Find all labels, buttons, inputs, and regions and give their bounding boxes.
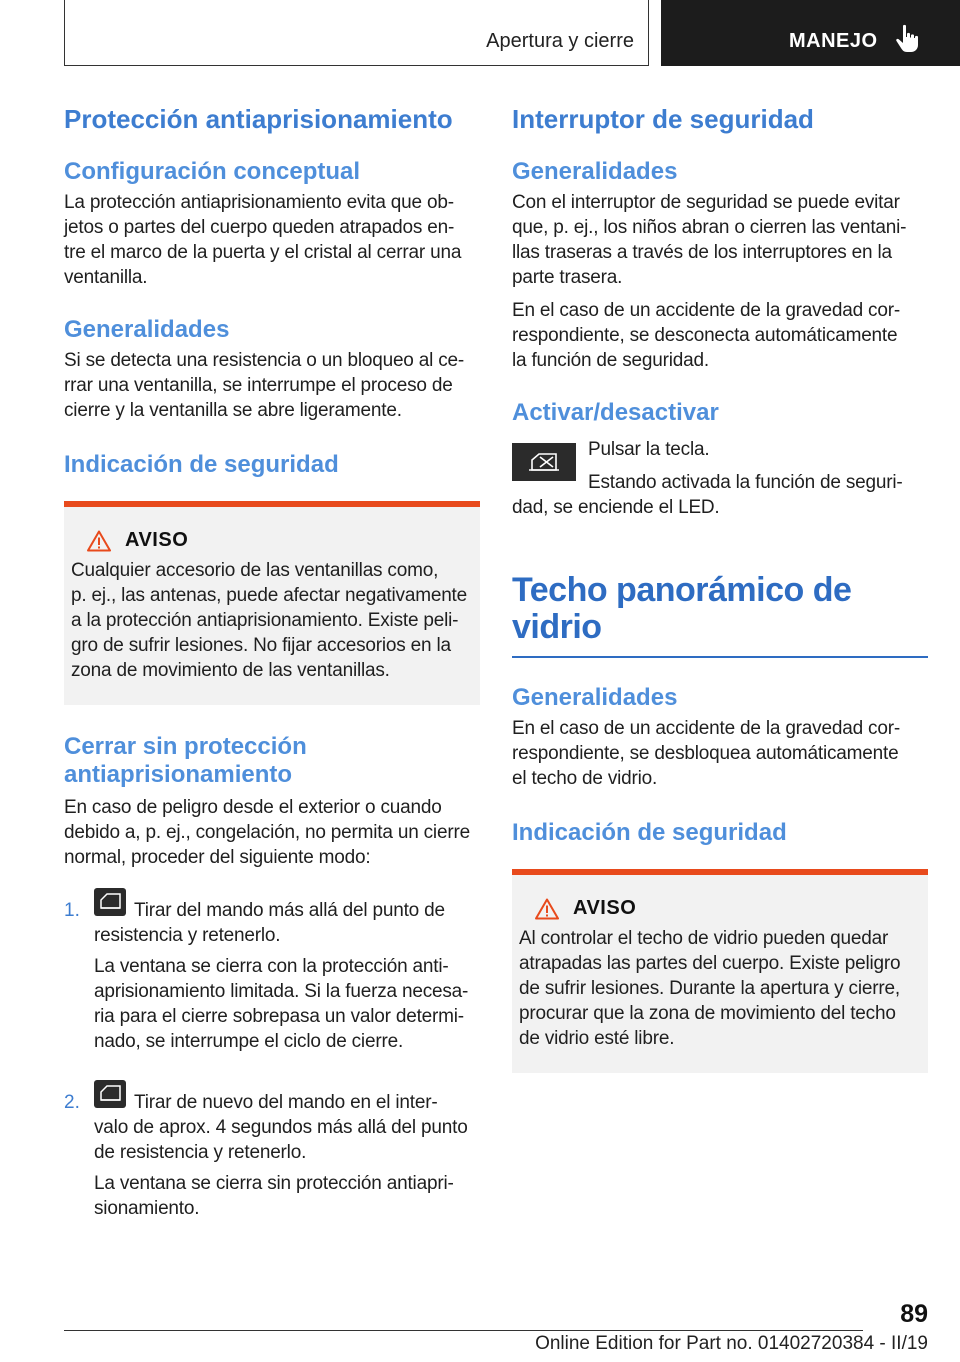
heading-anti-trap: Protección antiaprisionamiento — [64, 104, 453, 134]
warning-text: Al controlar el techo de vidrio pueden quedar atrapadas las partes del cuerpo. Existe peligro de sufrir lesiones. Durante la apertura y cierre, procurar que la zona de movimiento del techo de vidrio esté libre. — [519, 928, 901, 1049]
text-roof-general: En el caso de un accidente de la gravedad cor- respondiente, se desbloquea automáticamente el techo de vidrio. — [512, 718, 900, 789]
heading-roof-safety: Indicación de seguridad — [512, 819, 787, 846]
warning-text: Cualquier accesorio de las ventanillas como, p. ej., las antenas, puede afectar negativamente a la protección antiaprisionamiento. Existe peli- gro de sufrir lesiones. No fijar accesorios en la zona de movimiento de las ventanillas. — [71, 560, 468, 681]
warning-triangle-icon — [87, 530, 111, 552]
heading-general: Generalidades — [512, 158, 678, 185]
text-general-1: Con el interruptor de seguridad se puede evitar que, p. ej., los niños abran o cierren las ventani- llas traseras a través de los interruptores en la parte trasera. — [512, 192, 907, 288]
window-switch-icon — [94, 1080, 126, 1108]
text-press-key: Pulsar la tecla. — [588, 439, 710, 460]
activate-text — [588, 437, 903, 495]
step-number: 2. — [64, 1092, 80, 1113]
heading-roof-general: Generalidades — [512, 684, 678, 711]
header-section-title: Apertura y cierre — [486, 30, 634, 52]
header-section-box — [64, 0, 649, 66]
left-column — [64, 104, 480, 1221]
warning-title: AVISO — [573, 897, 637, 919]
footer-edition: Online Edition for Part no. 01402720384 - II/19 — [535, 1333, 928, 1354]
steps-list — [64, 898, 480, 1221]
step-note: La ventana se cierra con la protección anti- aprisionamiento limitada. Si la fuerza necesa- ria para el cierre sobrepasa un valor determi- nado, se interrumpe el ciclo de cierre. — [94, 956, 469, 1052]
footer-divider — [64, 1330, 863, 1331]
heading-general: Generalidades — [64, 316, 230, 343]
list-item — [64, 1090, 480, 1221]
step-instruction: Tirar de nuevo del mando en el inter- valo de aprox. 4 segundos más allá del punto de resistencia y retenerlo. — [94, 1092, 468, 1163]
right-column — [512, 104, 928, 1073]
warning-title: AVISO — [125, 529, 189, 551]
heading-safety: Indicación de seguridad — [64, 451, 339, 478]
step-text — [94, 898, 480, 948]
text-concept: La protección antiaprisionamiento evita que ob- jetos o partes del cuerpo queden atrapados en- tre el marco de la puerta y el cristal al cerrar una ventanilla. — [64, 192, 462, 288]
text-general-2: En el caso de un accidente de la gravedad cor- respondiente, se desconecta automáticamente la función de seguridad. — [512, 300, 900, 371]
text-led-line2: dad, se enciende el LED. — [512, 497, 720, 518]
page-number: 89 — [900, 1300, 928, 1328]
header-chapter-title: MANEJO — [789, 30, 878, 52]
step-note: La ventana se cierra sin protección antiapri- sionamiento. — [94, 1173, 454, 1219]
hand-pointer-icon — [894, 24, 922, 54]
child-lock-button-icon — [512, 443, 576, 481]
step-instruction: Tirar del mando más allá del punto de resistencia y retenerlo. — [94, 900, 445, 946]
window-switch-icon — [94, 888, 126, 916]
heading-panoramic-roof: Techo panorámico de vidrio — [512, 571, 852, 646]
text-led-line1: Estando activada la función de seguri- — [588, 472, 903, 493]
heading-activate: Activar/desactivar — [512, 399, 719, 426]
step-number: 1. — [64, 900, 80, 921]
heading-close-without-protection: Cerrar sin protección antiaprisionamiento — [64, 733, 307, 788]
warning-triangle-icon — [535, 898, 559, 920]
step-text — [94, 1090, 480, 1165]
activate-row — [512, 437, 928, 495]
text-general: Si se detecta una resistencia o un bloqueo al ce- rrar una ventanilla, se interrumpe el proceso de cierre y la ventanilla se abre ligeramente. — [64, 350, 465, 421]
header-chapter-box — [661, 0, 960, 66]
list-item — [64, 898, 480, 1054]
warning-header — [71, 529, 472, 552]
text-close: En caso de peligro desde el exterior o cuando debido a, p. ej., congelación, no permita un cierre normal, proceder del siguiente modo: — [64, 797, 470, 868]
warning-box — [64, 501, 480, 705]
heading-concept: Configuración conceptual — [64, 158, 361, 185]
warning-box — [512, 869, 928, 1073]
warning-header — [519, 897, 920, 920]
section-divider — [512, 656, 928, 658]
heading-safety-switch: Interruptor de seguridad — [512, 104, 814, 134]
